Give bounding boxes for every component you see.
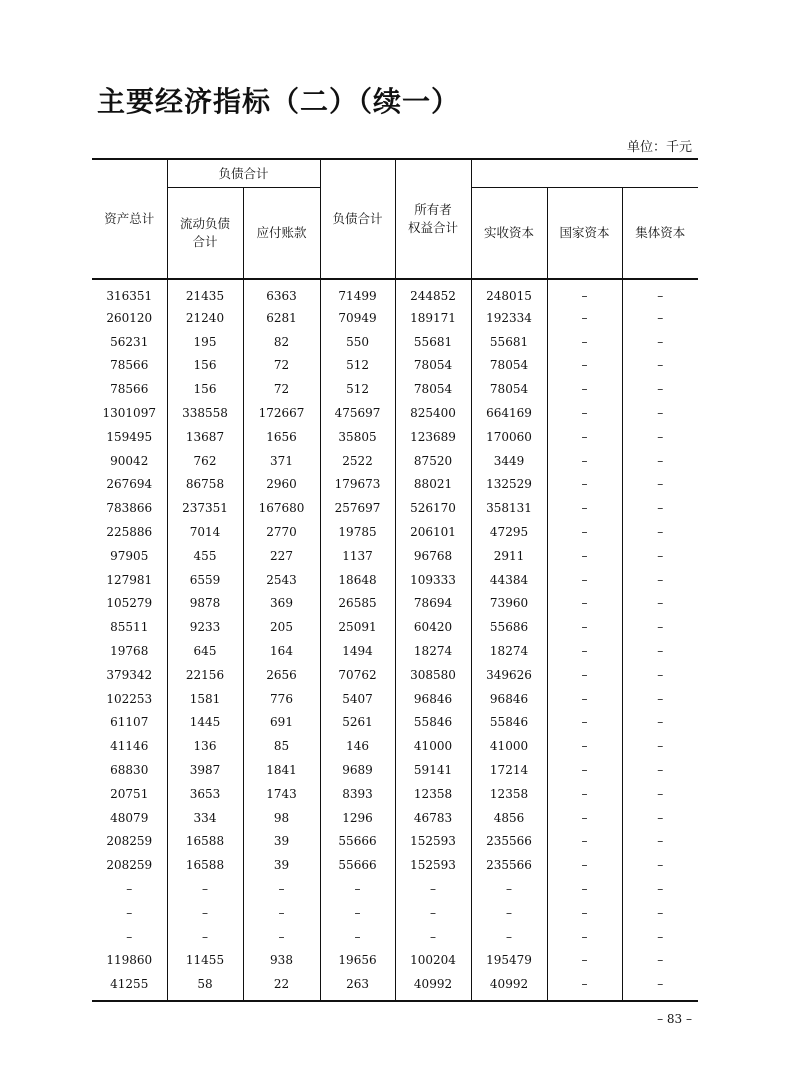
table-cell: 776 — [243, 687, 320, 711]
table-cell: 55846 — [471, 711, 547, 735]
table-cell: – — [547, 568, 622, 592]
table-cell: – — [547, 925, 622, 949]
table-cell: 1494 — [320, 639, 395, 663]
table-cell: 109333 — [395, 568, 471, 592]
table-cell: – — [320, 877, 395, 901]
table-cell: 783866 — [92, 496, 167, 520]
table-cell: 12358 — [395, 782, 471, 806]
table-row — [92, 639, 698, 663]
table-cell: 46783 — [395, 806, 471, 830]
table-cell: 21435 — [167, 279, 243, 306]
table-cell: 87520 — [395, 449, 471, 473]
table-cell: – — [547, 520, 622, 544]
table-cell: 18648 — [320, 568, 395, 592]
table-cell: 19785 — [320, 520, 395, 544]
table-cell: 96846 — [395, 687, 471, 711]
table-cell: – — [547, 279, 622, 306]
table-cell: 88021 — [395, 473, 471, 497]
header-liabilities-group: 负债合计 — [167, 159, 320, 188]
table-cell: 136 — [167, 734, 243, 758]
table-cell: 22156 — [167, 663, 243, 687]
table-cell: 132529 — [471, 473, 547, 497]
table-cell: 172667 — [243, 401, 320, 425]
table-cell: – — [243, 925, 320, 949]
table-row — [92, 401, 698, 425]
table-cell: 72 — [243, 354, 320, 378]
table-row — [92, 520, 698, 544]
table-cell: 5261 — [320, 711, 395, 735]
header-total-liabilities: 负债合计 — [320, 159, 395, 279]
table-cell: 86758 — [167, 473, 243, 497]
table-cell: – — [657, 715, 664, 730]
table-cell: 123689 — [395, 425, 471, 449]
table-cell: 40992 — [471, 972, 547, 1001]
table-cell: 645 — [167, 639, 243, 663]
table-cell: 691 — [243, 711, 320, 735]
table-cell: – — [547, 901, 622, 925]
table-cell: 78054 — [395, 377, 471, 401]
table-cell: – — [547, 972, 622, 1001]
table-cell: 257697 — [320, 496, 395, 520]
table-cell: 227 — [243, 544, 320, 568]
table-cell: 26585 — [320, 592, 395, 616]
table-cell: – — [547, 687, 622, 711]
table-cell: 19656 — [320, 949, 395, 973]
table-cell: – — [547, 639, 622, 663]
table-cell: 78694 — [395, 592, 471, 616]
table-cell: 119860 — [92, 949, 167, 973]
table-cell: – — [547, 449, 622, 473]
table-cell: 146 — [320, 734, 395, 758]
table-cell: 56231 — [92, 330, 167, 354]
header-paid-in-capital: 实收资本 — [471, 188, 547, 280]
table-cell: 96768 — [395, 544, 471, 568]
table-cell: 379342 — [92, 663, 167, 687]
table-cell: 78054 — [395, 354, 471, 378]
table-row — [92, 972, 698, 1001]
table-cell: 1841 — [243, 758, 320, 782]
table-cell: 3987 — [167, 758, 243, 782]
table-cell: – — [167, 877, 243, 901]
table-row — [92, 877, 698, 901]
table-cell: – — [547, 401, 622, 425]
table-cell: – — [547, 425, 622, 449]
table-row — [92, 425, 698, 449]
table-cell: – — [320, 901, 395, 925]
table-cell: 248015 — [471, 279, 547, 306]
table-cell: – — [657, 310, 664, 325]
table-cell: 47295 — [471, 520, 547, 544]
table-cell: 2522 — [320, 449, 395, 473]
table-cell: – — [657, 334, 664, 349]
table-cell: 664169 — [471, 401, 547, 425]
table-row — [92, 830, 698, 854]
header-current-liabilities: 流动负债 合计 — [167, 188, 243, 280]
table-cell: – — [547, 473, 622, 497]
table-cell: 825400 — [395, 401, 471, 425]
table-cell: – — [657, 477, 664, 492]
table-cell: 19768 — [92, 639, 167, 663]
table-cell: 55686 — [471, 615, 547, 639]
table-cell: – — [657, 691, 664, 706]
table-cell: 25091 — [320, 615, 395, 639]
header-capital-group — [471, 159, 698, 188]
table-cell: 369 — [243, 592, 320, 616]
table-cell: 475697 — [320, 401, 395, 425]
table-cell: 2770 — [243, 520, 320, 544]
table-cell: 105279 — [92, 592, 167, 616]
table-row — [92, 853, 698, 877]
table-cell: 58 — [167, 972, 243, 1001]
header-collective-capital: 集体资本 — [635, 225, 686, 240]
table-cell: 3653 — [167, 782, 243, 806]
table-row — [92, 449, 698, 473]
table-cell: – — [657, 289, 664, 303]
header-total-assets: 资产总计 — [92, 159, 167, 279]
table-cell: 235566 — [471, 853, 547, 877]
table-cell: 9233 — [167, 615, 243, 639]
table-cell: 512 — [320, 354, 395, 378]
table-cell: 192334 — [471, 306, 547, 330]
table-cell: – — [395, 877, 471, 901]
table-cell: 371 — [243, 449, 320, 473]
table-cell: 96846 — [471, 687, 547, 711]
table-cell: – — [547, 377, 622, 401]
table-cell: – — [547, 663, 622, 687]
table-cell: – — [92, 925, 167, 949]
table-cell: 41146 — [92, 734, 167, 758]
table-cell: 9878 — [167, 592, 243, 616]
table-cell: 550 — [320, 330, 395, 354]
table-cell: 206101 — [395, 520, 471, 544]
table-row — [92, 782, 698, 806]
table-cell: – — [395, 901, 471, 925]
table-cell: – — [657, 834, 664, 849]
table-cell: – — [547, 615, 622, 639]
table-cell: 11455 — [167, 949, 243, 973]
table-cell: 1656 — [243, 425, 320, 449]
table-cell: 12358 — [471, 782, 547, 806]
table-cell: 938 — [243, 949, 320, 973]
table-cell: 16588 — [167, 830, 243, 854]
table-cell: – — [547, 949, 622, 973]
table-cell: 1445 — [167, 711, 243, 735]
table-row — [92, 377, 698, 401]
table-cell: – — [657, 358, 664, 373]
table-cell: 1581 — [167, 687, 243, 711]
table-cell: – — [657, 620, 664, 635]
table-cell: 170060 — [471, 425, 547, 449]
table-cell: 98 — [243, 806, 320, 830]
table-cell: 35805 — [320, 425, 395, 449]
table-row — [92, 568, 698, 592]
table-row — [92, 615, 698, 639]
table-cell: – — [167, 925, 243, 949]
table-cell: 189171 — [395, 306, 471, 330]
table-cell: – — [92, 877, 167, 901]
table-cell: 205 — [243, 615, 320, 639]
table-row — [92, 806, 698, 830]
table-row — [92, 949, 698, 973]
table-cell: 512 — [320, 377, 395, 401]
table-cell: 6281 — [243, 306, 320, 330]
table-cell: 235566 — [471, 830, 547, 854]
unit-label: 单位：千元 — [626, 140, 692, 155]
table-cell: 70949 — [320, 306, 395, 330]
table-cell: 526170 — [395, 496, 471, 520]
table-cell: – — [657, 905, 664, 920]
table-cell: 73960 — [471, 592, 547, 616]
table-cell: 164 — [243, 639, 320, 663]
table-cell: – — [657, 882, 664, 897]
table-cell: – — [243, 901, 320, 925]
table-cell: – — [657, 810, 664, 825]
table-cell: – — [657, 739, 664, 754]
table-cell: – — [657, 501, 664, 516]
table-cell: 1743 — [243, 782, 320, 806]
table-cell: 78566 — [92, 354, 167, 378]
table-cell: – — [471, 901, 547, 925]
table-row — [92, 925, 698, 949]
table-cell: 195479 — [471, 949, 547, 973]
table-cell: 97905 — [92, 544, 167, 568]
table-cell: – — [547, 306, 622, 330]
table-cell: 78054 — [471, 377, 547, 401]
table-cell: 1137 — [320, 544, 395, 568]
table-cell: 2911 — [471, 544, 547, 568]
table-cell: – — [547, 758, 622, 782]
table-cell: 4856 — [471, 806, 547, 830]
table-row — [92, 663, 698, 687]
table-row — [92, 279, 698, 306]
table-cell: 1301097 — [92, 401, 167, 425]
header-state-capital: 国家资本 — [547, 188, 622, 280]
table-cell: 8393 — [320, 782, 395, 806]
table-cell: 39 — [243, 830, 320, 854]
table-cell: 17214 — [471, 758, 547, 782]
table-cell: – — [547, 806, 622, 830]
table-cell: 2543 — [243, 568, 320, 592]
table-cell: – — [657, 548, 664, 563]
table-cell: 18274 — [471, 639, 547, 663]
table-cell: 260120 — [92, 306, 167, 330]
table-cell: – — [657, 429, 664, 444]
table-cell: 90042 — [92, 449, 167, 473]
table-cell: – — [471, 877, 547, 901]
table-cell: – — [657, 406, 664, 421]
table-cell: 55846 — [395, 711, 471, 735]
table-cell: 78054 — [471, 354, 547, 378]
indicators-table — [92, 158, 698, 1002]
table-cell: 55666 — [320, 830, 395, 854]
table-cell: 72 — [243, 377, 320, 401]
table-cell: 1296 — [320, 806, 395, 830]
table-cell: 7014 — [167, 520, 243, 544]
table-row — [92, 496, 698, 520]
table-cell: – — [657, 453, 664, 468]
table-cell: 179673 — [320, 473, 395, 497]
table-row — [92, 734, 698, 758]
table-cell: 5407 — [320, 687, 395, 711]
table-cell: – — [657, 977, 664, 992]
table-cell: 152593 — [395, 853, 471, 877]
table-cell: 20751 — [92, 782, 167, 806]
table-cell: – — [547, 877, 622, 901]
table-cell: 195 — [167, 330, 243, 354]
table-cell: 455 — [167, 544, 243, 568]
table-cell: 68830 — [92, 758, 167, 782]
table-cell: – — [547, 853, 622, 877]
table-row — [92, 901, 698, 925]
table-cell: – — [471, 925, 547, 949]
table-row — [92, 592, 698, 616]
table-cell: 244852 — [395, 279, 471, 306]
table-cell: 44384 — [471, 568, 547, 592]
table-cell: 762 — [167, 449, 243, 473]
table-cell: – — [657, 786, 664, 801]
table-cell: – — [657, 382, 664, 397]
table-cell: 102253 — [92, 687, 167, 711]
table-cell: 55681 — [395, 330, 471, 354]
header-accounts-payable: 应付账款 — [243, 188, 320, 280]
table-cell: 13687 — [167, 425, 243, 449]
table-cell: – — [657, 929, 664, 944]
table-row — [92, 306, 698, 330]
table-row — [92, 354, 698, 378]
table-cell: – — [547, 711, 622, 735]
table-cell: 48079 — [92, 806, 167, 830]
table-cell: – — [657, 572, 664, 587]
table-cell: 152593 — [395, 830, 471, 854]
table-cell: – — [92, 901, 167, 925]
table-cell: 59141 — [395, 758, 471, 782]
table-cell: 78566 — [92, 377, 167, 401]
table-row — [92, 544, 698, 568]
table-cell: – — [547, 830, 622, 854]
table-cell: 225886 — [92, 520, 167, 544]
table-cell: – — [320, 925, 395, 949]
table-cell: 156 — [167, 354, 243, 378]
table-cell: 349626 — [471, 663, 547, 687]
table-cell: – — [657, 667, 664, 682]
page-number: – 83 – — [657, 1012, 692, 1026]
table-cell: 70762 — [320, 663, 395, 687]
table-row — [92, 711, 698, 735]
table-cell: 71499 — [320, 279, 395, 306]
table-cell: 18274 — [395, 639, 471, 663]
table-cell: 6363 — [243, 279, 320, 306]
table-cell: 40992 — [395, 972, 471, 1001]
table-cell: 9689 — [320, 758, 395, 782]
table-cell: – — [547, 330, 622, 354]
table-cell: 41000 — [471, 734, 547, 758]
table-cell: 167680 — [243, 496, 320, 520]
table-cell: 6559 — [167, 568, 243, 592]
table-cell: 316351 — [92, 279, 167, 306]
table-cell: 159495 — [92, 425, 167, 449]
table-cell: – — [395, 925, 471, 949]
table-row — [92, 758, 698, 782]
table-cell: 39 — [243, 853, 320, 877]
table-cell: 127981 — [92, 568, 167, 592]
table-cell: – — [657, 763, 664, 778]
table-cell: 82 — [243, 330, 320, 354]
table-cell: 267694 — [92, 473, 167, 497]
table-row — [92, 330, 698, 354]
table-cell: – — [547, 354, 622, 378]
table-cell: 334 — [167, 806, 243, 830]
table-row — [92, 473, 698, 497]
table-cell: 21240 — [167, 306, 243, 330]
table-cell: – — [547, 592, 622, 616]
table-cell: 156 — [167, 377, 243, 401]
table-cell: 308580 — [395, 663, 471, 687]
table-cell: – — [657, 953, 664, 968]
table-cell: 358131 — [471, 496, 547, 520]
table-cell: 100204 — [395, 949, 471, 973]
table-cell: 16588 — [167, 853, 243, 877]
table-cell: – — [243, 877, 320, 901]
table-cell: – — [657, 525, 664, 540]
table-cell: 2960 — [243, 473, 320, 497]
table-cell: 55681 — [471, 330, 547, 354]
table-cell: 61107 — [92, 711, 167, 735]
table-cell: 3449 — [471, 449, 547, 473]
table-cell: – — [657, 596, 664, 611]
table-cell: 55666 — [320, 853, 395, 877]
table-cell: – — [547, 496, 622, 520]
table-cell: 338558 — [167, 401, 243, 425]
table-cell: 208259 — [92, 830, 167, 854]
table-cell: 2656 — [243, 663, 320, 687]
table-row — [92, 687, 698, 711]
table-body — [92, 279, 698, 1001]
table-cell: 85 — [243, 734, 320, 758]
header-owners-equity: 所有者 权益合计 — [395, 159, 471, 279]
table-cell: – — [657, 644, 664, 659]
table-cell: – — [657, 858, 664, 873]
table-cell: 41000 — [395, 734, 471, 758]
table-cell: 60420 — [395, 615, 471, 639]
table-cell: – — [547, 734, 622, 758]
table-cell: 22 — [243, 972, 320, 1001]
table-cell: 263 — [320, 972, 395, 1001]
page-title: 主要经济指标（二）（续一） — [97, 85, 461, 118]
table-cell: – — [547, 544, 622, 568]
table-cell: – — [547, 782, 622, 806]
table-cell: 85511 — [92, 615, 167, 639]
table-cell: 237351 — [167, 496, 243, 520]
table-cell: 41255 — [92, 972, 167, 1001]
table-cell: – — [167, 901, 243, 925]
table-cell: 208259 — [92, 853, 167, 877]
